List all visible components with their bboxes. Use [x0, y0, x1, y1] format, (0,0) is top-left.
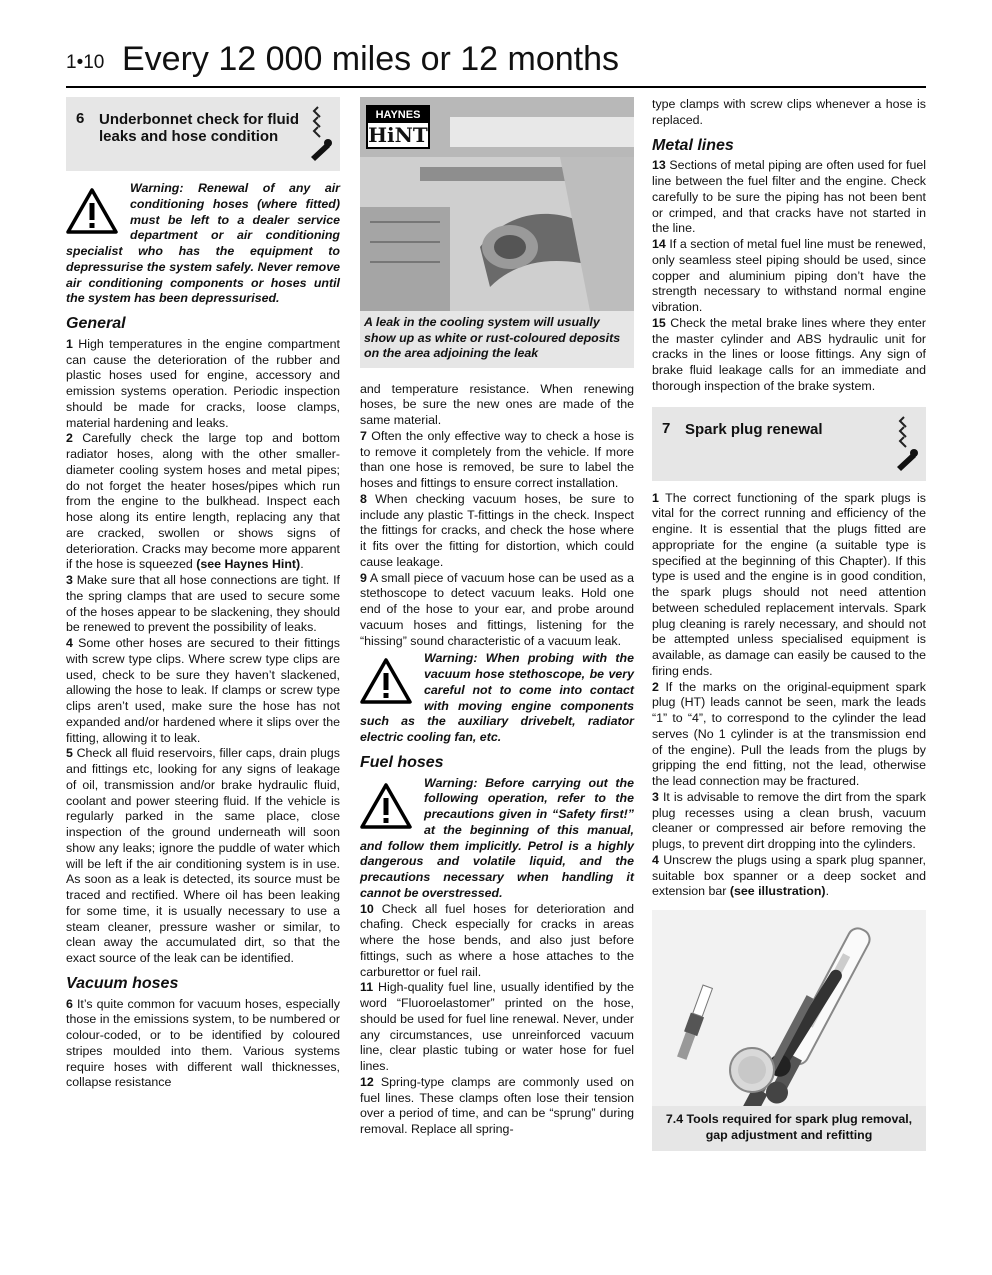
paragraph-3: 3 Make sure that all hose connections are tight. If the spring clamps that are used to secure some of the hoses appear to be slackening, they should be renewed to prevent the possibility of leaks.: [66, 573, 340, 635]
warning-text: Warning: Before carrying out the following operation, refer to the precautions given in “Safety first!” at the beginning of this manual, and follow them implicitly. Petrol is a highly dangerous and volatile liquid, and the precautions necessary when handling it cannot be overstressed.: [360, 775, 634, 900]
warning-text: Warning: Renewal of any air conditioning hoses (where fitted) must be left to a dealer service department or air conditioning specialist who has the equipment to depressurise the system safely. Never remove air conditioning components or hoses until the system has been depressurised.: [66, 181, 340, 306]
warning-triangle-icon: [360, 782, 412, 830]
section-7-header: [652, 407, 926, 481]
section-6-number: 6: [76, 110, 85, 127]
column-1: [66, 97, 340, 1091]
tools-photo: [652, 910, 926, 1106]
page-number: 1•10: [66, 52, 105, 73]
difficulty-wrench-icon: [308, 105, 334, 163]
column-2: [360, 97, 634, 1138]
warning-text: Warning: When probing with the vacuum hose stethoscope, be very careful not to come into contact with moving engine components such as the auxiliary drivebelt, radiator electric cooling fan, etc.: [360, 651, 634, 744]
paragraph-12-cont: type clamps with screw clips whenever a hose is replaced.: [652, 97, 926, 127]
subheading-fuel-hoses: Fuel hoses: [360, 753, 444, 771]
paragraph-11: 11 High-quality fuel line, usually identified by the word “Fluoroelastomer” printed on the hose, should be used for fuel line renewal. Never, under any circumstances, use unreinforced vacuum line, clear plastic tubing or water hose for fuel lines.: [360, 980, 634, 1073]
s7-paragraph-3: 3 It is advisable to remove the dirt from the spark plug recesses using a clean brush, vacuum cleaner or compressed air before removing the plugs, to prevent dirt dropping into the cylinders.: [652, 789, 926, 851]
paragraph-6: 6 It’s quite common for vacuum hoses, especially those in the emissions system, to be numbered or colour-coded, or to be identified by coloured stripes moulded into them. Various systems require hoses with different wall thicknesses, collapse resistance: [66, 996, 341, 1090]
difficulty-wrench-icon: [894, 415, 920, 473]
s7-paragraph-2: 2 If the marks on the original-equipment spark plug (HT) leads cannot be seen, mark the leads “1” to “4”, to correspond to the cylinder the lead serves (No 1 cylinder is at the transmission end of the engine). Pull the leads from the plugs by gripping the end fitting, not the lead, otherwise the lead connection may be fractured.: [652, 679, 926, 788]
paragraph-6-cont: and temperature resistance. When renewing hoses, be sure the new ones are made of the same material.: [360, 381, 634, 427]
figure-caption: 7.4 Tools required for spark plug removal, gap adjustment and refitting: [665, 1112, 913, 1142]
paragraph-7: 7 Often the only effective way to check a hose is to remove it completely from the vehicle. If more than one hose is removed, be sure to label the hoses and fittings to ensure correct installation.: [360, 428, 635, 490]
page-title: Every 12 000 miles or 12 months: [122, 40, 620, 78]
page-header: [66, 38, 926, 88]
paragraph-2: 2 Carefully check the large top and bottom radiator hoses, along with the other smaller-diameter cooling system hoses and metal pipes; do not forget the heater hoses/pipes which run from the engine to the bulkhead. Inspect each hose along its entire length, replacing any that are cracked, swollen or shows signs of deterioration. Cracks may become more apparent if the hose is squeezed (see Haynes Hint).: [66, 431, 340, 572]
paragraph-8: 8 When checking vacuum hoses, be sure to include any plastic T-fittings in the check. Inspect the fittings for cracks, and check the hose where it fits over the fitting for distortion, which could cause leakage.: [360, 491, 634, 569]
hint-caption: A leak in the cooling system will usually show up as white or rust-coloured deposits on the area adjoining the leak: [364, 315, 621, 360]
column-3: [652, 97, 926, 1151]
subheading-vacuum-hoses: Vacuum hoses: [66, 974, 179, 992]
paragraph-1: 1 High temperatures in the engine compartment can cause the deterioration of the rubber and plastic hoses used for engine, accessory and emission systems operation. Periodic inspection should be made for cracks, loose clamps, material hardening and leaks.: [66, 336, 340, 430]
section-7-title: Spark plug renewal: [685, 420, 823, 438]
subheading-general: General: [66, 315, 126, 332]
warning-stethoscope: [360, 651, 634, 746]
paragraph-12: 12 Spring-type clamps are commonly used on fuel lines. These clamps often lose their tension over a period of time, and can be “sprung” during removal. Replace all spring-: [360, 1074, 634, 1136]
figure-7-4: [652, 910, 926, 1151]
warning-triangle-icon: [66, 187, 118, 235]
s7-paragraph-4: 4 Unscrew the plugs using a spark plug spanner, suitable box spanner or a deep socket and extension bar (see illustration).: [652, 852, 926, 899]
paragraph-9: 9 A small piece of vacuum hose can be used as a stethoscope to detect vacuum leaks. Hold one end of the hose to your ear, and probe around vacuum hoses and fittings, listening for the “hissing” sound characteristic of a vacuum leak.: [360, 570, 634, 648]
warning-petrol: [360, 776, 634, 902]
spark-plug-tools-image: [652, 910, 926, 1106]
paragraph-15: 15 Check the metal brake lines where they enter the master cylinder and ABS hydraulic unit for cracks in the lines or loose fittings. Any sign of brake fluid leakage calls for an immediate and thorough inspection of the brake system.: [652, 315, 926, 393]
paragraph-13: 13 Sections of metal piping are often used for fuel line between the fuel filter and the engine. Check carefully to be sure the piping has not been bent or crimped, and that cracks have not started in the line.: [652, 158, 926, 236]
hint-photo: [360, 97, 634, 311]
paragraph-5: 5 Check all fluid reservoirs, filler caps, drain plugs and fittings etc, looking for any signs of leakage of oil, transmission and/or brake hydraulic fluid, coolant and power steering fluid. If the vehicle is regularly parked in the same place, close inspection of the ground underneath will soon show any leaks; ignore the puddle of water which will be left if the air conditioning system is in use. As soon as a leak is detected, its source must be traced and rectified. Where oil has been leaking for some time, it is usually necessary to use a steam cleaner, pressure washer or similar, to clean away the accumulated dirt, so that the exact source of the leak can be identified.: [66, 746, 340, 965]
warning-triangle-icon: [360, 657, 412, 705]
section-7-number: 7: [662, 419, 671, 437]
section-6-title: Underbonnet check for fluid leaks and hose condition: [99, 111, 300, 145]
paragraph-14: 14 If a section of metal fuel line must be renewed, only seamless steel piping should be used, since copper and aluminium piping don’t have the strength necessary to withstand normal engine vibration.: [652, 237, 926, 314]
s7-paragraph-1: 1 The correct functioning of the spark plugs is vital for the correct running and efficiency of the engine. It is essential that the plugs fitted are appropriate for the engine (a suitable type is specified at the beginning of this Chapter). If this type is used and the engine is in good condition, the spark plugs should not need attention between scheduled replacement intervals. Spark plug cleaning is rarely necessary, and should not be attempted unless specialised equipment is available, as damage can easily be caused to the firing ends.: [652, 490, 926, 678]
haynes-hint-badge: HAYNES HiNT: [366, 105, 430, 149]
paragraph-4: 4 Some other hoses are secured to their fittings with screw type clips. Where screw type clips are used, check to be sure they haven’t slackened, allowing the hose to leak. If clamps or screw type clips aren’t used, make sure the hose has not expanded and/or hardened where it slips over the fitting, allowing it to leak.: [66, 636, 340, 745]
paragraph-10: 10 Check all fuel hoses for deterioration and chafing. Check especially for cracks in areas where the hose bends, and also just before fittings, such as where a hose attaches to the carburettor or fuel rail.: [360, 901, 634, 979]
subheading-metal-lines: Metal lines: [652, 136, 734, 154]
section-6-header: [66, 97, 340, 171]
haynes-hint-box: [360, 97, 634, 368]
warning-air-conditioning: [66, 181, 340, 307]
